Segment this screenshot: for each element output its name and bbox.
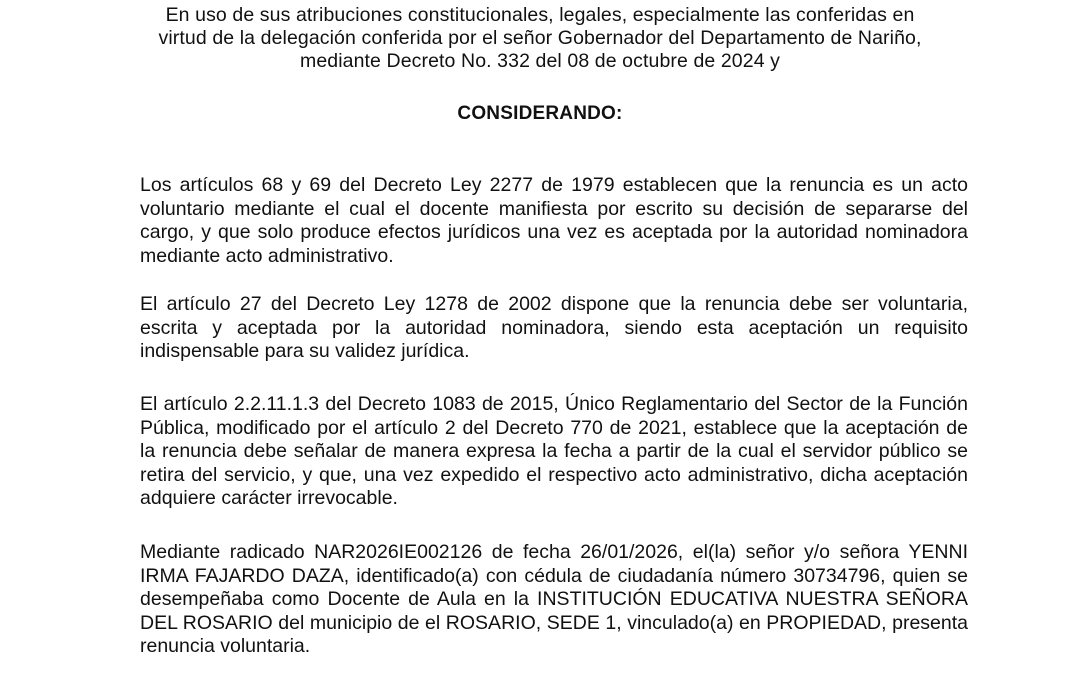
paragraph-radicado: Mediante radicado NAR2026IE002126 de fecha 26/01/2026, el(la) señor y/o señora YENNI IRMA FAJARDO DAZA, identificado(a) con cédula de ciudadanía número 30734796, quien se desempeñaba como Docente de Aula en la INSTITUCIÓN EDUCATIVA NUESTRA SEÑORA DEL ROSARIO del municipio de el ROSARIO, SEDE 1, vinculado(a) en PROPIEDAD, presenta renuncia voluntaria. (140, 541, 968, 657)
section-heading: CONSIDERANDO: (457, 103, 623, 124)
paragraph-decreto-1278: El artículo 27 del Decreto Ley 1278 de 2002 dispone que la renuncia debe ser voluntaria, escrita y aceptada por la autoridad nominadora, siendo esta aceptación un requisito indispensable para su validez jurídica. (140, 293, 968, 362)
intro-paragraph: En uso de sus atribuciones constitucionales, legales, especialmente las conferidas en virtud de la delegación conferida por el señor Gobernador del Departamento de Nariño, mediante Decreto No. 332 del 08 de octubre de 2024 y (158, 4, 922, 72)
paragraph-decreto-1083: El artículo 2.2.11.1.3 del Decreto 1083 de 2015, Único Reglamentario del Sector de la Función Pública, modificado por el artículo 2 del Decreto 770 de 2021, establece que la aceptación de la renuncia debe señalar de manera expresa la fecha a partir de la cual el servidor público se retira del servicio, y que, una vez expedido el respectivo acto administrativo, dicha aceptación adquiere carácter irrevocable. (140, 393, 968, 509)
paragraph-decreto-2277: Los artículos 68 y 69 del Decreto Ley 2277 de 1979 establecen que la renuncia es un acto voluntario mediante el cual el docente manifiesta por escrito su decisión de separarse del cargo, y que solo produce efectos jurídicos una vez es aceptada por la autoridad nominadora mediante acto administrativo. (140, 174, 968, 267)
